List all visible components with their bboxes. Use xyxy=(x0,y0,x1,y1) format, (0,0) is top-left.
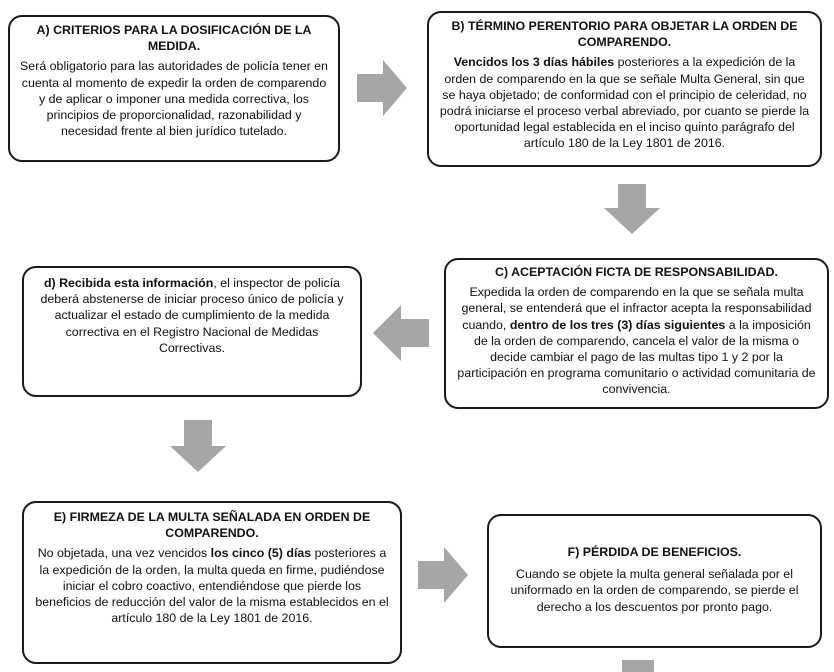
box-f-title: F) PÉRDIDA DE BENEFICIOS. xyxy=(567,545,742,559)
arrow-right-a-to-b xyxy=(357,60,407,116)
box-c-body xyxy=(456,284,817,397)
box-f-perdida xyxy=(487,514,822,648)
box-b-body xyxy=(439,54,810,151)
box-a-criterios xyxy=(8,15,340,162)
box-e-body-pre: No objetada, una vez vencidos xyxy=(37,546,211,561)
box-a-title: A) CRITERIOS PARA LA DOSIFICACIÓN DE LA MEDIDA. xyxy=(36,23,312,54)
box-e-body xyxy=(34,545,390,626)
arrow-down-b-to-c xyxy=(604,184,660,234)
box-e-body-post: posteriores a la expedición de la orden, la multa queda en firme, pudiéndose iniciar el cobro coactivo, entendiéndose que pierde los beneficios de reducción del valor de la misma establecidos en el artículo 180 de la Ley 1801 de 2016. xyxy=(35,546,389,626)
box-d-body-bold: d) Recibida esta información xyxy=(43,276,214,290)
arrow-left-c-to-d xyxy=(373,305,429,361)
box-b-termino xyxy=(427,11,822,167)
arrow-right-e-to-f xyxy=(418,547,468,603)
box-e-body-bold: los cinco (5) días xyxy=(210,546,312,561)
box-b-title: B) TÉRMINO PERENTORIO PARA OBJETAR LA ORDEN DE COMPARENDO. xyxy=(451,19,798,50)
box-e-firmeza xyxy=(22,501,402,664)
box-d-body-text: , el inspector de policía deberá abstenerse de iniciar proceso único de policía y actualizar el estado de cumplimiento de la medida correctiva en el Registro Nacional de Medidas Correctivas. xyxy=(40,276,344,355)
box-a-body: Será obligatorio para las autoridades de policía tener en cuenta al momento de expedir la orden de comparendo y de aplicar o imponer una medida correctiva, los principios de proporcionalidad, razonabilidad y necesidad frente al bien jurídico tutelado. xyxy=(20,59,328,139)
box-c-title: C) ACEPTACIÓN FICTA DE RESPONSABILIDAD. xyxy=(495,265,778,279)
box-c-body-pre: Expedida la orden de comparendo en la que se señala multa general, se entenderá que el infractor acepta la responsabilidad cuando, xyxy=(461,285,812,332)
box-c-body-bold: dentro de los tres (3) días siguientes xyxy=(509,317,726,332)
arrow-down-d-to-e xyxy=(170,420,226,472)
box-b-body-text: posteriores a la expedición de la orden de comparendo en la que se señale Multa General, sin que se haya objetado; de conformidad con el principio de celeridad, no podrá iniciarse el proceso verbal abreviado, por cuanto se pierde la oportunidad legal establecida en el inciso quinto parágrafo del artículo 180 de la Ley 1801 de 2016. xyxy=(439,55,810,151)
box-d-body xyxy=(34,275,350,356)
box-c-body-post: a la imposición de la orden de comparendo, cancela el valor de la misma o decide cambiar el pago de las multas tipo 1 y 2 por la participación en programa comunitario o actividad comunitaria de convivencia. xyxy=(457,317,816,397)
box-c-aceptacion xyxy=(444,258,829,409)
box-b-body-bold: Vencidos los 3 días hábiles xyxy=(453,55,615,70)
box-e-title: E) FIRMEZA DE LA MULTA SEÑALADA EN ORDEN DE COMPARENDO. xyxy=(53,510,371,541)
box-d-recibida xyxy=(22,266,362,397)
box-f-body: Cuando se objete la multa general señalada por el uniformado en la orden de comparendo, se pierde el derecho a los descuentos por pronto pago. xyxy=(510,567,799,614)
arrow-down-f-to-next xyxy=(610,660,666,672)
